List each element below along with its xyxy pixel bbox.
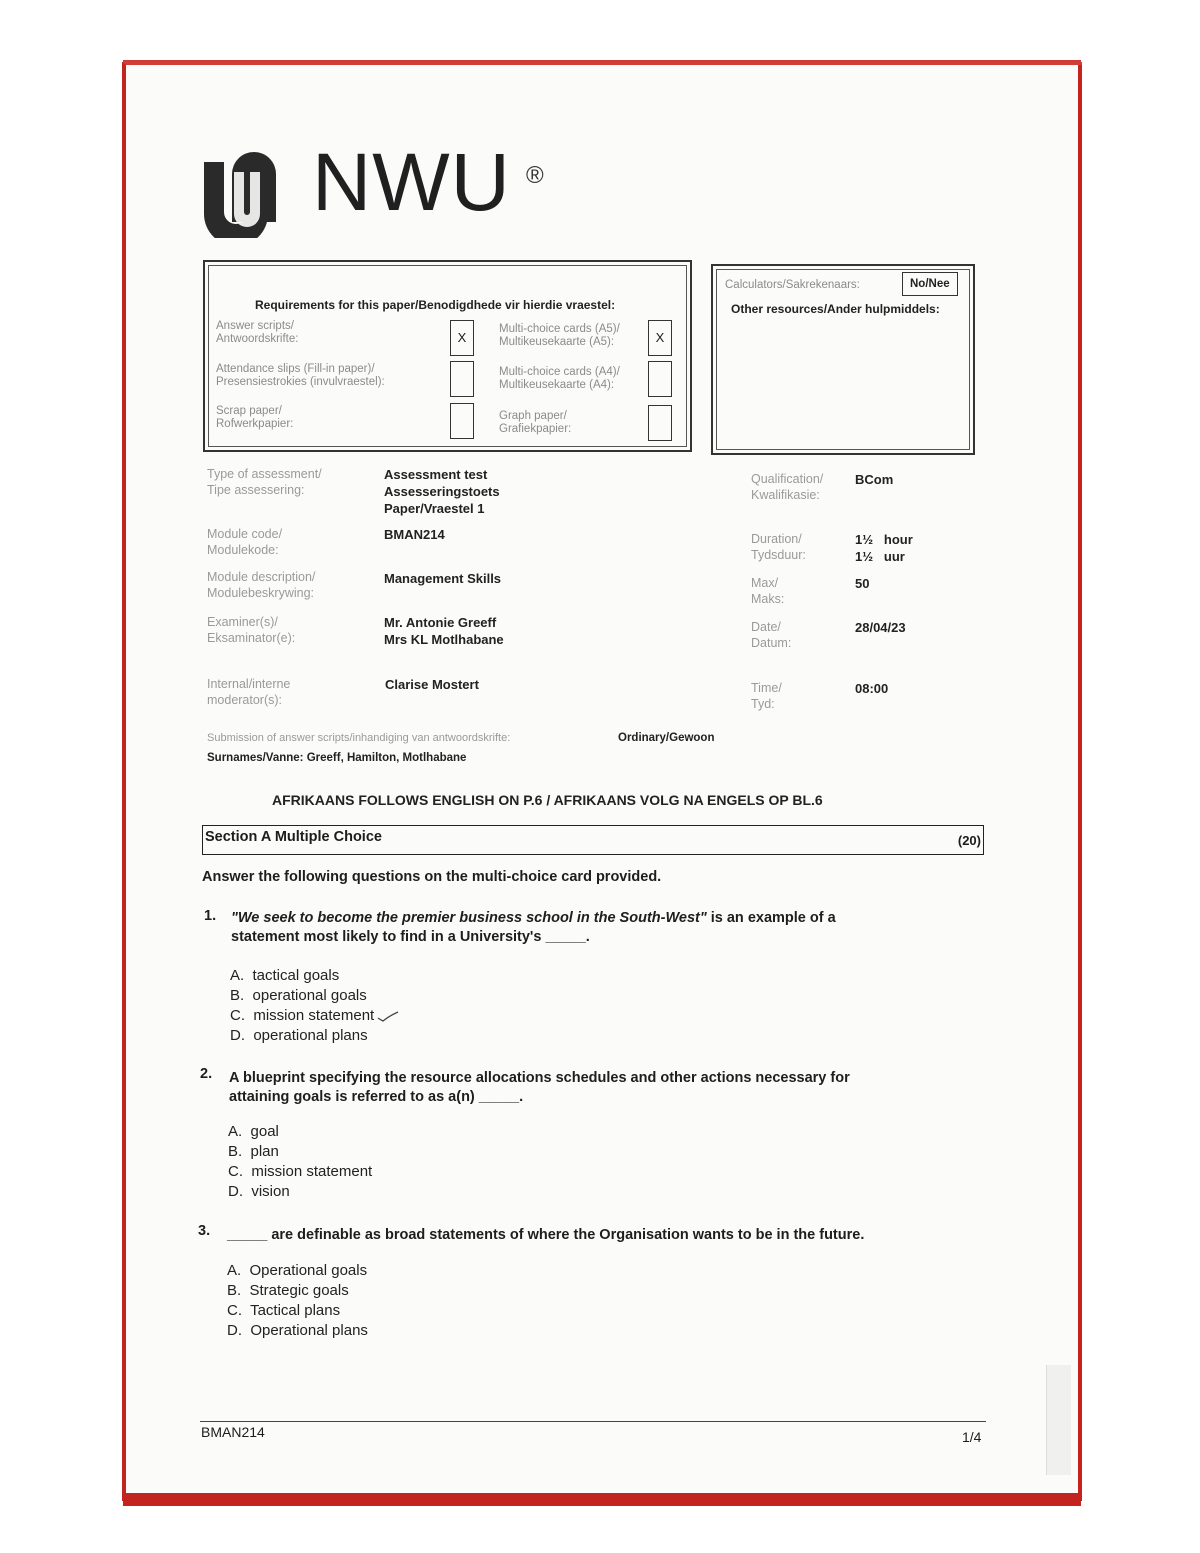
examiners-value: Mr. Antonie Greeff Mrs KL Motlhabane <box>384 615 504 647</box>
qualification-label: Qualification/ Kwalifikasie: <box>751 472 824 502</box>
q1-option-b[interactable]: B. operational goals <box>230 987 367 1004</box>
max-label: Max/ Maks: <box>751 576 785 606</box>
duration-label: Duration/ Tydsduur: <box>751 532 806 562</box>
q3-option-b[interactable]: B. Strategic goals <box>227 1282 349 1299</box>
footer-module: BMAN214 <box>201 1424 265 1440</box>
req-mc-a4: Multi-choice cards (A4)/ Multikeusekaarte (A4): <box>499 366 620 391</box>
language-note: AFRIKAANS FOLLOWS ENGLISH ON P.6 / AFRIKAANS VOLG NA ENGELS OP BL.6 <box>272 792 823 808</box>
submission-label: Submission of answer scripts/inhandiging van antwoordskrifte: <box>207 732 511 744</box>
nwu-logo-icon <box>200 148 292 238</box>
req-mc-a5-checkbox[interactable]: X <box>648 320 672 356</box>
nwu-logo-text: NWU <box>312 137 511 228</box>
max-value: 50 <box>855 576 870 591</box>
examiners-label: Examiner(s)/ Eksaminator(e): <box>207 615 296 645</box>
req-mc-a4-checkbox[interactable] <box>648 361 672 397</box>
surnames: Surnames/Vanne: Greeff, Hamilton, Motlhabane <box>207 752 467 764</box>
duration-value: 1½ hour 1½ uur <box>855 532 913 564</box>
q3-option-a[interactable]: A. Operational goals <box>227 1262 368 1279</box>
question-3-number: 3. <box>198 1223 211 1239</box>
question-2-number: 2. <box>200 1066 213 1082</box>
registered-mark: ® <box>526 162 544 189</box>
moderators-label: Internal/interne moderator(s): <box>207 677 291 707</box>
footer-page: 1/4 <box>962 1429 982 1445</box>
module-code-value: BMAN214 <box>384 527 445 542</box>
question-1-options <box>230 966 399 1046</box>
req-mc-a5: Multi-choice cards (A5)/ Multikeusekaarte (A5): <box>499 323 620 348</box>
section-title: Section A Multiple Choice <box>205 829 382 845</box>
staple-strip <box>1046 1365 1071 1475</box>
tick-mark-icon <box>377 1010 399 1022</box>
question-1-number: 1. <box>204 908 217 924</box>
question-3-options <box>227 1261 368 1341</box>
q1-option-a[interactable]: A. tactical goals <box>230 967 340 984</box>
module-code-label: Module code/ Modulekode: <box>207 527 283 557</box>
q1-option-d[interactable]: D. operational plans <box>230 1027 368 1044</box>
question-2-text: A blueprint specifying the resource allocations schedules and other actions necessary for attaining goals is referred to as a(n) _____. <box>229 1070 850 1105</box>
req-answer-scripts: Answer scripts/ Antwoordskrifte: <box>216 320 299 345</box>
req-scrap-paper: Scrap paper/ Rofwerkpapier: <box>216 405 294 430</box>
module-description-label: Module description/ Modulebeskrywing: <box>207 570 316 600</box>
req-graph-paper-checkbox[interactable] <box>648 405 672 441</box>
footer-rule <box>200 1421 986 1422</box>
submission-value: Ordinary/Gewoon <box>618 732 715 744</box>
q2-option-d[interactable]: D. vision <box>228 1183 290 1200</box>
moderators-value: Clarise Mostert <box>385 677 479 692</box>
date-label: Date/ Datum: <box>751 620 792 650</box>
q2-option-b[interactable]: B. plan <box>228 1143 279 1160</box>
date-value: 28/04/23 <box>855 620 906 635</box>
section-instruction: Answer the following questions on the multi-choice card provided. <box>202 869 662 885</box>
type-of-assessment-value: Assessment test Assesseringstoets Paper/Vraestel 1 <box>384 467 500 516</box>
section-marks: (20) <box>957 833 981 848</box>
calculators-label: Calculators/Sakrekenaars: <box>725 279 860 291</box>
module-description-value: Management Skills <box>384 571 502 586</box>
req-answer-scripts-checkbox[interactable]: X <box>450 320 474 356</box>
requirements-title: Requirements for this paper/Benodigdhede vir hierdie vraestel: <box>255 298 616 312</box>
type-of-assessment-label: Type of assessment/ Tipe assessering: <box>207 467 322 497</box>
question-3-text: _____ are definable as broad statements of where the Organisation wants to be in the future. <box>227 1227 865 1243</box>
req-attendance-slips: Attendance slips (Fill-in paper)/ Presensiestrokies (invulvraestel): <box>216 363 385 388</box>
q3-option-d[interactable]: D. Operational plans <box>227 1322 368 1339</box>
time-label: Time/ Tyd: <box>751 681 782 711</box>
question-2-options <box>228 1122 372 1202</box>
q2-option-c[interactable]: C. mission statement <box>228 1163 373 1180</box>
q2-option-a[interactable]: A. goal <box>228 1123 279 1140</box>
req-scrap-paper-checkbox[interactable] <box>450 403 474 439</box>
q3-option-c[interactable]: C. Tactical plans <box>227 1302 341 1319</box>
req-attendance-slips-checkbox[interactable] <box>450 361 474 397</box>
calculators-value: No/Nee <box>902 272 958 296</box>
qualification-value: BCom <box>855 472 894 487</box>
time-value: 08:00 <box>855 681 889 696</box>
req-graph-paper: Graph paper/ Grafiekpapier: <box>499 410 572 435</box>
q1-option-c[interactable]: C. mission statement <box>230 1006 399 1026</box>
other-resources-label: Other resources/Ander hulpmiddels: <box>731 302 940 316</box>
question-1-text: "We seek to become the premier business school in the South-West" is an example of a statement most likely to find in a University's _____. <box>231 910 836 945</box>
section-header <box>202 825 984 855</box>
